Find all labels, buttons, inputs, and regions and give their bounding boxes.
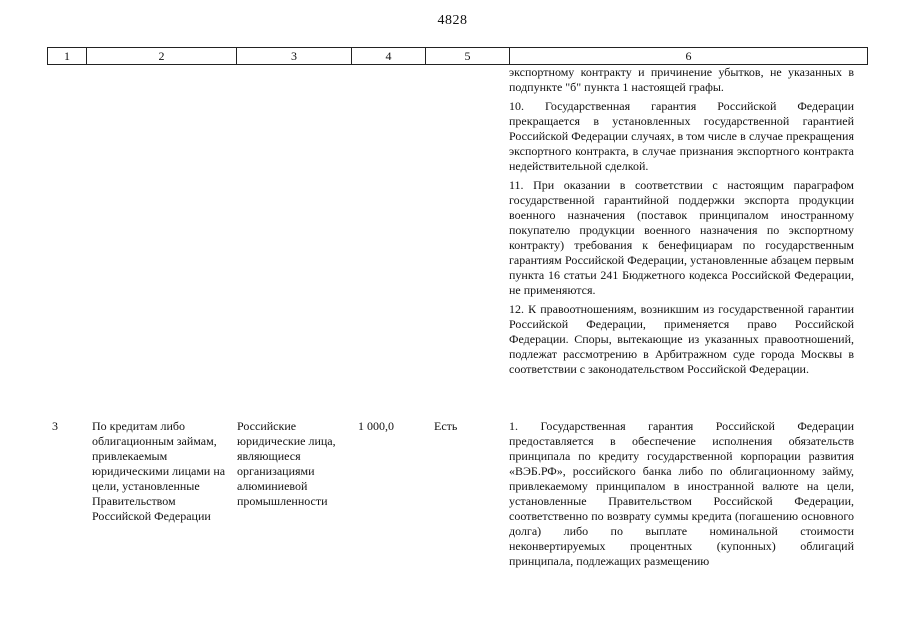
loan-purpose: По кредитам либо облигационным займам, привлекаемым юридическими лицами на цели, установленные Правительством Российской Федерации	[92, 419, 226, 523]
column-number-1: 1	[48, 48, 87, 65]
column-number-row	[47, 47, 868, 65]
column-number-3: 3	[237, 48, 352, 65]
column-number-6: 6	[510, 48, 868, 65]
conditions-continuation	[509, 65, 854, 381]
page-number: 4828	[437, 13, 468, 28]
conditions-row-3: 1. Государственная гарантия Российской Федерации предоставляется в обеспечение исполнения обязательств принципала по кредиту государственной корпорации развития «ВЭБ.РФ», российского банка либо по облигационному займу, привлекаемому принципалом в иностранной валюте на цели, установленные Правительством Российской Федерации, соответственно по возврату суммы кредита (погашению основного долга) либо по выплате номинальной стоимости неконвертируемых процентных (купонных) облигаций принципала, подлежащих размещению	[509, 419, 854, 568]
paragraph-12: 12. К правоотношениям, возникшим из государственной гарантии Российской Федерации, применяется право Российской Федерации. Споры, вытекающие из указанных правоотношений, подлежат рассмотрению в Арбитражном суде города Москвы в соответствии с законодательством Российской Федерации.	[509, 302, 854, 376]
column-number-2: 2	[87, 48, 237, 65]
column-number-5: 5	[426, 48, 510, 65]
regress-right: Есть	[434, 419, 458, 433]
paragraph-10: 10. Государственная гарантия Российской Федерации прекращается в установленных государственной гарантией Российской Федерации случаях, в том числе в случае прекращения экспортного контракта, в случае признания экспортного контракта недействительной сделкой.	[509, 99, 854, 173]
guarantee-amount: 1 000,0	[358, 419, 394, 433]
row-number: 3	[52, 419, 58, 433]
column-number-4: 4	[352, 48, 426, 65]
principal-category: Российские юридические лица, являющиеся организациями алюминиевой промышленности	[237, 419, 336, 508]
paragraph-continuation: экспортному контракту и причинение убытков, не указанных в подпункте "б" пункта 1 настоящей графы.	[509, 65, 854, 94]
paragraph-11: 11. При оказании в соответствии с настоящим параграфом государственной гарантийной поддержки экспорта продукции военного назначения (поставок принципалом иностранному покупателю продукции военного назначения по экспортному контракту) требования к бенефициарам по государственным гарантиям Российской Федерации, установленные абзацем первым пункта 16 статьи 241 Бюджетного кодекса Российской Федерации, не применяются.	[509, 178, 854, 297]
